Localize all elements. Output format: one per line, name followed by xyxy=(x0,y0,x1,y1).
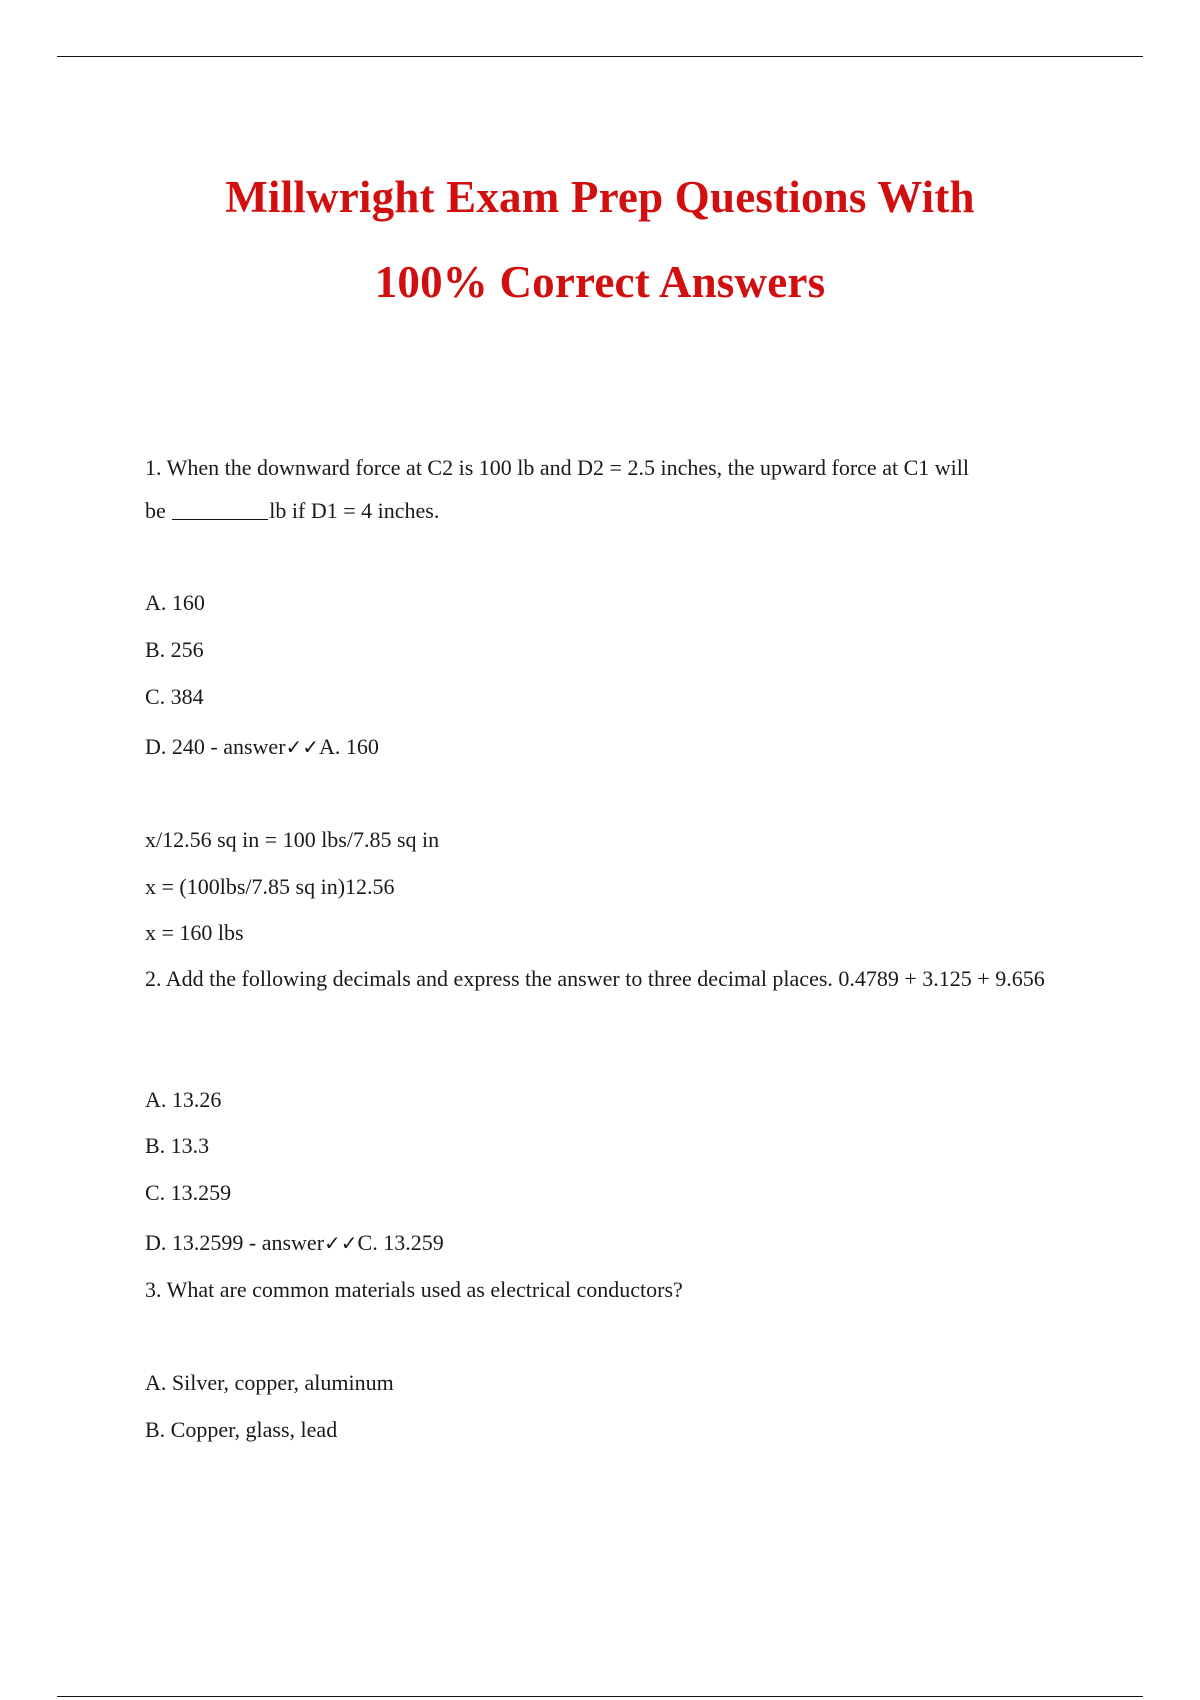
question-1-option-a: A. 160 xyxy=(145,590,205,615)
question-3-text: 3. What are common materials used as electrical conductors? xyxy=(145,1277,683,1302)
question-2-option-b: B. 13.3 xyxy=(145,1133,210,1158)
question-1-work-line-2: x = (100lbs/7.85 sq in)12.56 xyxy=(145,874,395,899)
question-2-option-c: C. 13.259 xyxy=(145,1180,232,1205)
header-rule xyxy=(57,56,1143,57)
question-2-answer: C. 13.259 xyxy=(357,1230,444,1255)
checkmark-icon: ✓✓ xyxy=(285,735,320,759)
question-3-option-b: B. Copper, glass, lead xyxy=(145,1417,338,1442)
question-1-answer: A. 160 xyxy=(319,734,379,759)
question-2-option-d: D. 13.2599 - answer xyxy=(145,1230,325,1255)
question-1-option-c: C. 384 xyxy=(145,684,204,709)
question-2-option-d-with-answer xyxy=(145,1232,444,1254)
question-1-text-prefix: be xyxy=(145,498,172,523)
question-1-option-b: B. 256 xyxy=(145,637,204,662)
checkmark-icon: ✓✓ xyxy=(324,1231,358,1255)
question-2-option-a: A. 13.26 xyxy=(145,1087,222,1112)
question-1-text-line-2 xyxy=(145,500,439,522)
question-2-text: 2. Add the following decimals and express the answer to three decimal places. 0.4789 + 3.125 + 9.656 xyxy=(145,966,1045,991)
question-3-option-a: A. Silver, copper, aluminum xyxy=(145,1370,394,1395)
question-1-text-line-1: 1. When the downward force at C2 is 100 lb and D2 = 2.5 inches, the upward force at C1 will xyxy=(145,455,969,480)
document-title-line-2: 100% Correct Answers xyxy=(374,257,826,307)
question-1-option-d-with-answer xyxy=(145,736,379,758)
question-1-text-suffix: lb if D1 = 4 inches. xyxy=(269,498,440,523)
answer-blank xyxy=(172,503,268,520)
footer-rule xyxy=(57,1696,1143,1697)
question-1-work-line-1: x/12.56 sq in = 100 lbs/7.85 sq in xyxy=(145,827,440,852)
document-title-line-1: Millwright Exam Prep Questions With xyxy=(225,172,975,222)
question-1-work-line-3: x = 160 lbs xyxy=(145,920,244,945)
question-1-option-d: D. 240 - answer xyxy=(145,734,286,759)
